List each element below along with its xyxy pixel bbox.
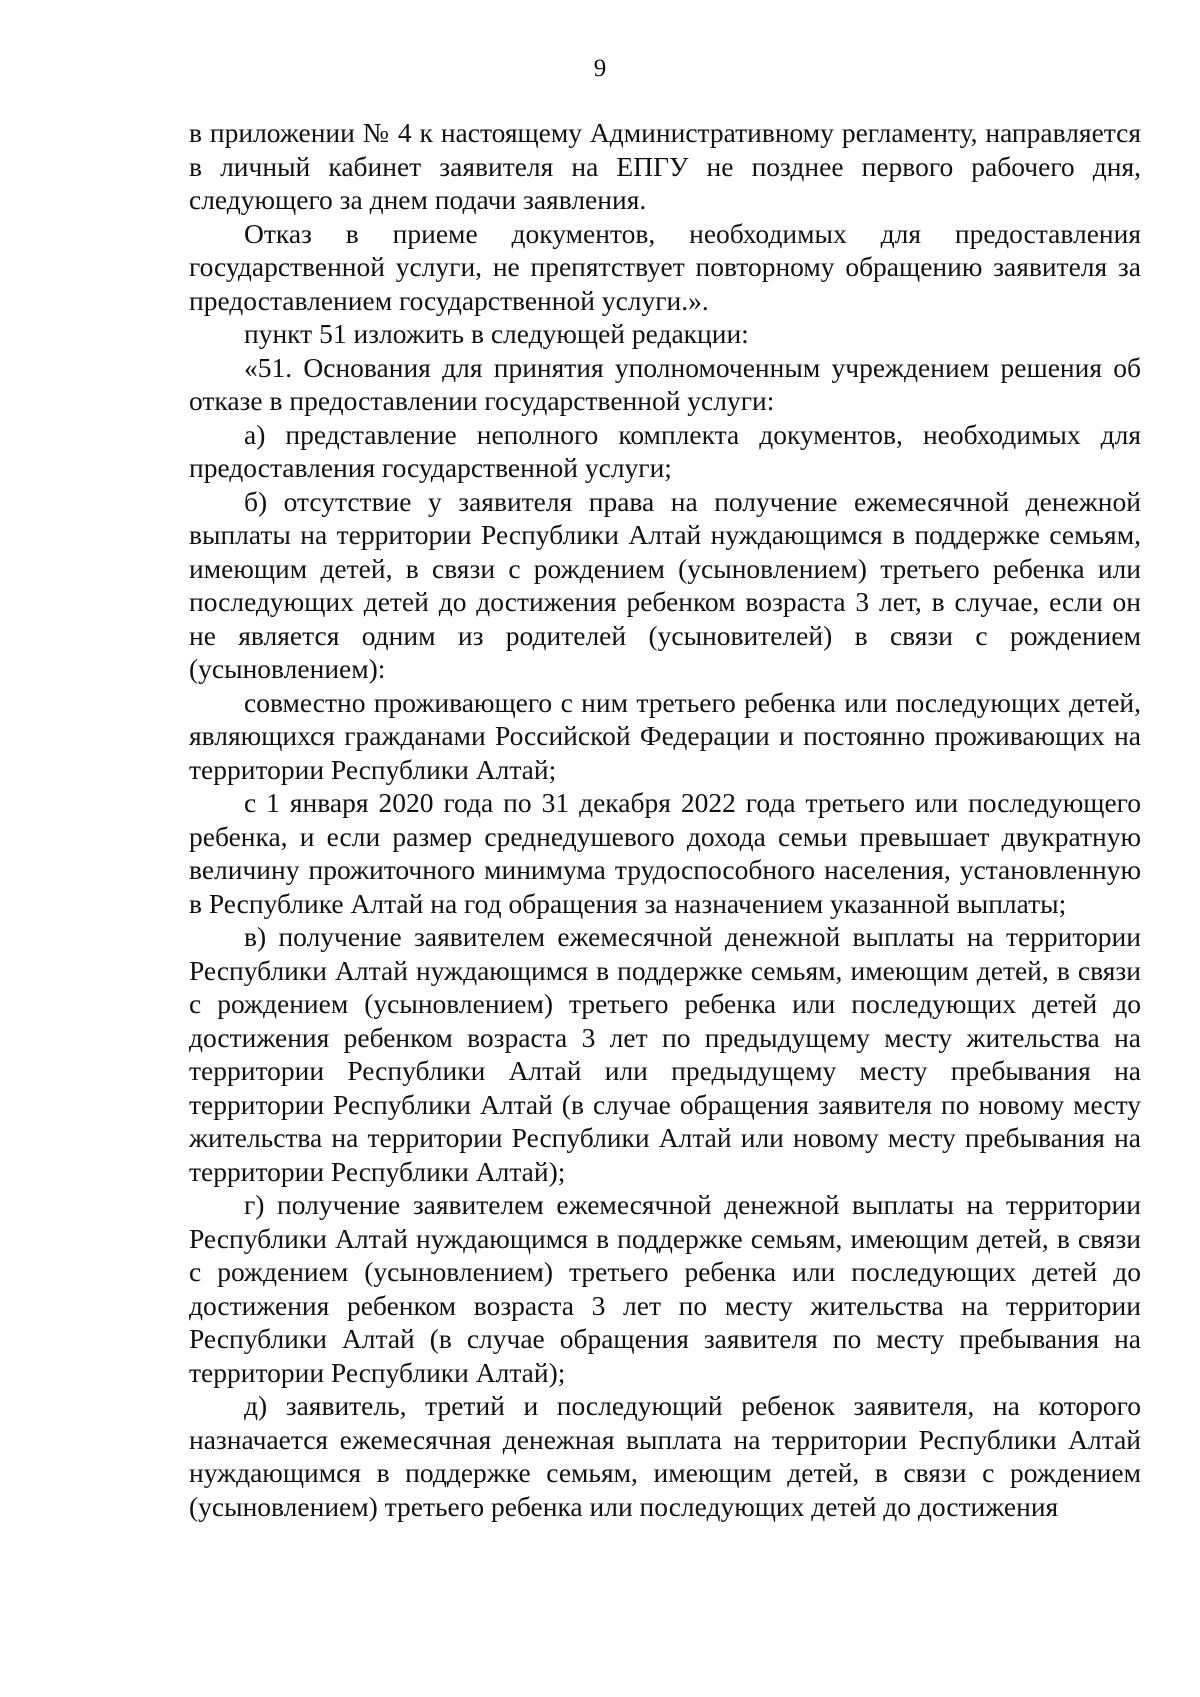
paragraph-item-b-sub1: совместно проживающего с ним третьего ребенка или последующих детей, являющихся гражданами Российской Федерации и постоянно проживающих на территории Республики Алтай; (189, 686, 1141, 785)
paragraph-clause-51-intro: пункт 51 изложить в следующей редакции: (244, 318, 749, 349)
paragraph-item-b-sub2: с 1 января 2020 года по 31 декабря 2022 года третьего или последующего ребенка, и если размер среднедушевого дохода семьи превышает двукратную величину прожиточного минимума трудоспособного населения, установленную в Республике Алтай на год обращения за назначением указанной выплаты; (189, 787, 1141, 919)
document-body (189, 116, 1141, 1523)
page-number: 9 (593, 55, 607, 82)
paragraph-clause-51-heading: «51. Основания для принятия уполномоченным учреждением решения об отказе в предоставлении государственной услуги: (189, 351, 1141, 416)
paragraph-intro-continuation: в приложении № 4 к настоящему Административному регламенту, направляется в личный кабинет заявителя на ЕПГУ не позднее первого рабочего дня, следующего за днем подачи заявления. (189, 117, 1141, 215)
paragraph-item-d: д) заявитель, третий и последующий ребенок заявителя, на которого назначается ежемесячная денежная выплата на территории Республики Алтай нуждающимся в поддержке семьям, имеющим детей, в связи с рождением (усыновлением) третьего ребенка или последующих детей до достижения (189, 1390, 1141, 1522)
paragraph-refusal-note: Отказ в приеме документов, необходимых для предоставления государственной услуги, не препятствует повторному обращению заявителя за предоставлением государственной услуги.». (189, 217, 1141, 316)
paragraph-item-a: а) представление неполного комплекта документов, необходимых для предоставления государственной услуги; (189, 418, 1141, 483)
paragraph-item-v: в) получение заявителем ежемесячной денежной выплаты на территории Республики Алтай нуждающимся в поддержке семьям, имеющим детей, в связи с рождением (усыновлением) третьего ребенка или последующих детей до достижения ребенком возраста 3 лет по предыдущему месту жительства на территории Республики Алтай или предыдущему месту пребывания на территории Республики Алтай (в случае обращения заявителя по новому месту жительства на территории Республики Алтай или новому месту пребывания на территории Республики Алтай); (189, 921, 1141, 1187)
paragraph-item-g: г) получение заявителем ежемесячной денежной выплаты на территории Республики Алтай нуждающимся в поддержке семьям, имеющим детей, в связи с рождением (усыновлением) третьего ребенка или последующих детей до достижения ребенком возраста 3 лет по месту жительства на территории Республики Алтай (в случае обращения заявителя по месту пребывания на территории Республики Алтай); (189, 1189, 1141, 1388)
paragraph-item-b: б) отсутствие у заявителя права на получение ежемесячной денежной выплаты на территории Республики Алтай нуждающимся в поддержке семьям, имеющим детей, в связи с рождением (усыновлением) третьего ребенка или последующих детей до достижения ребенком возраста 3 лет, в случае, если он не является одним из родителей (усыновителей) в связи с рождением (усыновлением): (189, 485, 1141, 684)
